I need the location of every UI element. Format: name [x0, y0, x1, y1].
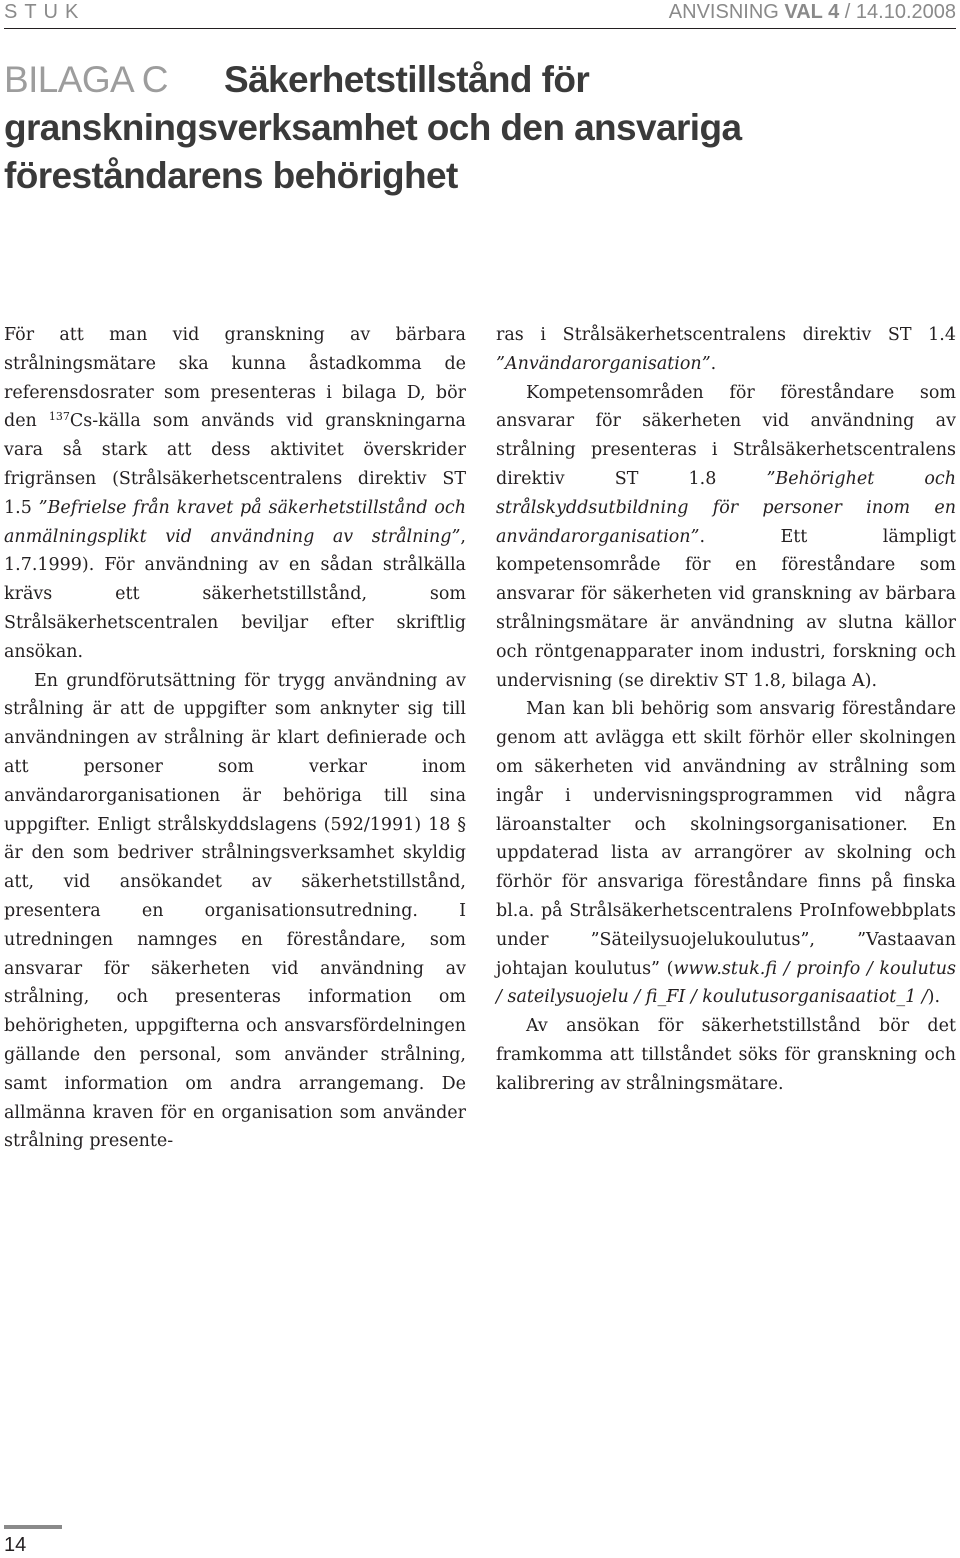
left-column: [4, 321, 466, 1156]
header-rule: [4, 28, 956, 29]
org-name: STUK: [4, 1, 86, 23]
paragraph: [496, 379, 956, 696]
page-header: [0, 0, 960, 30]
citation-title: ”Behörighet och strålskyddsutbildning för personer inom en användarorganisation”: [496, 468, 956, 547]
text: ras i Strålsäkerhetscentralens direktiv ST 1.4: [496, 325, 956, 345]
doc-prefix: ANVISNING: [668, 1, 785, 23]
superscript: 137: [48, 410, 70, 424]
url-link[interactable]: www.stuk.fi / proinfo / koulutus / sateilysuojelu / fi_FI / koulutusorganisaatiot_1 /: [496, 958, 956, 1008]
paragraph: En grundförutsättning för trygg användning av strålning är att de uppgifter som anknyter sig till användningen av strålning är klart definierade och att personer som verkar inom användarorganisationen är behöriga till sina uppgifter. Enligt strålskyddslagens (592/1991) 18 § är den som bedriver strålningsverksamhet skyldig att, vid ansökandet av säkerhetstillstånd, presentera en organisationsutredning. I utredningen namnges en föreståndare, som ansvarar för säkerheten vid användning av strålning, och presenteras information om behörigheten, uppgifterna och ansvarsfördelningen gällande den personal, som använder strålning, samt information om andra arrangemang. De allmänna kraven för en organisation som använder strålning presente-: [4, 670, 466, 1152]
paragraph: Av ansökan för säkerhetstillstånd bör det framkomma att tillståndet söks för granskning och kalibrering av strålningsmätare.: [496, 1016, 956, 1094]
document-reference: [669, 1, 956, 24]
citation-title: ”Användarorganisation”: [496, 353, 711, 374]
paragraph: [4, 321, 466, 667]
text: För att man vid granskning av bärbara strålningsmätare ska kunna åstadkomma de referensdosrater som presenteras i bilaga D, bör den: [4, 325, 466, 432]
page-title: [4, 56, 956, 200]
footer-rule: [4, 1525, 62, 1529]
citation-title: ”Befrielse från kravet på säkerhetstillstånd och anmälningsplikt vid användning av strålning”: [4, 497, 466, 547]
text: Kompetensområden för föreståndare som ansvarar för säkerheten vid användning av strålning presenteras i Strålsäkerhetscentralens direktiv ST 1.8: [496, 382, 956, 489]
appendix-label: BILAGA C: [4, 59, 168, 100]
doc-date: / 14.10.2008: [839, 1, 956, 23]
doc-code: VAL 4: [784, 1, 840, 23]
text: Man kan bli behörig som ansvarig föreståndare genom att avlägga ett skilt förhör eller skolningen om säkerheten vid användning av strålning som ingår i undervisningsprogrammen vid några läroanstalter och skolningsorganisationer. En uppdaterad lista av arrangörer av skolning och förhör för ansvariga föreståndare finns på finska bl.a. på Strålsäkerhetscentralens ProInfowebbplats under ”Säteilysuojelukoulutus”, ”Vastaavan johtajan koulutus” (: [496, 699, 956, 979]
title-text: Säkerhetstillstånd för granskningsverksamhet och den ansvariga föreståndarens behörighet: [4, 59, 742, 196]
text: . Ett lämpligt kompetensområde för en föreståndare som ansvarar för säkerheten vid granskning av bärbara strålningsmätare är användning av slutna källor och röntgenapparater inom industri, forskning och undervisning (se direktiv ST 1.8, bilaga A).: [496, 526, 956, 691]
page-number: 14: [4, 1534, 27, 1556]
text: Cs-källa som används vid granskningarna vara så stark att dess aktivitet överskrider frigränsen (Strålsäkerhetscentralens direktiv ST 1.5: [4, 411, 466, 518]
text: ).: [927, 987, 941, 1008]
paragraph: [496, 321, 956, 379]
text: , 1.7.1999). För användning av en sådan strålkälla krävs ett säkerhetstillstånd, som Strålsäkerhetscentralen beviljar efter skriftlig ansökan.: [4, 526, 466, 662]
right-column: [496, 321, 956, 1099]
paragraph: [496, 695, 956, 1012]
text: .: [710, 353, 717, 374]
